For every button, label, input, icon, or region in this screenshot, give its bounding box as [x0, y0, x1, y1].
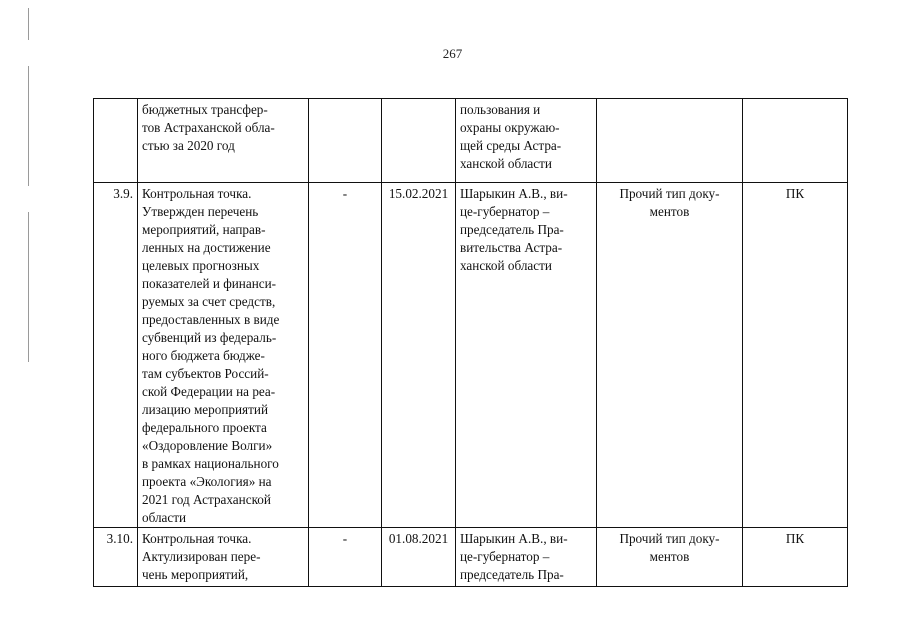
document-table [93, 98, 848, 587]
row-number [94, 99, 138, 183]
table-row [94, 183, 848, 528]
responsible: Шарыкин А.В., ви- це-губернатор – председатель Пра- вительства Астра- ханской области [456, 183, 597, 528]
start-date: - [309, 528, 382, 587]
start-date: - [309, 183, 382, 528]
document-type: Прочий тип доку- ментов [597, 528, 743, 587]
left-margin-line-middle [28, 66, 29, 186]
table-row [94, 528, 848, 587]
event-name: Контрольная точка. Утвержден перечень мероприятий, направ- ленных на достижение целевых прогнозных показателей и финанси- руемых за счет средств, предоставленных в виде субвенций из федераль- ного бюджета бюдже- там субъектов Россий- ской Федерации на реа- лизацию мероприятий федерального проекта «Оздоровление Волги» в рамках национального проекта «Экология» на 2021 год Астраханской области [138, 183, 309, 528]
page-number: 267 [442, 46, 463, 61]
left-margin-line-top [28, 8, 29, 40]
row-number: 3.9. [94, 183, 138, 528]
level: ПК [743, 183, 848, 528]
event-name: Контрольная точка. Актулизирован пере- чень мероприятий, [138, 528, 309, 587]
document-type: Прочий тип доку- ментов [597, 183, 743, 528]
start-date [309, 99, 382, 183]
end-date [382, 99, 456, 183]
level [743, 99, 848, 183]
event-name: бюджетных трансфер- тов Астраханской обла- стью за 2020 год [138, 99, 309, 183]
row-number: 3.10. [94, 528, 138, 587]
end-date: 15.02.2021 [382, 183, 456, 528]
responsible: пользования и охраны окружаю- щей среды Астра- ханской области [456, 99, 597, 183]
left-margin-line-lower [28, 212, 29, 362]
document-type [597, 99, 743, 183]
responsible: Шарыкин А.В., ви- це-губернатор – председатель Пра- [456, 528, 597, 587]
table-row [94, 99, 848, 183]
end-date: 01.08.2021 [382, 528, 456, 587]
level: ПК [743, 528, 848, 587]
